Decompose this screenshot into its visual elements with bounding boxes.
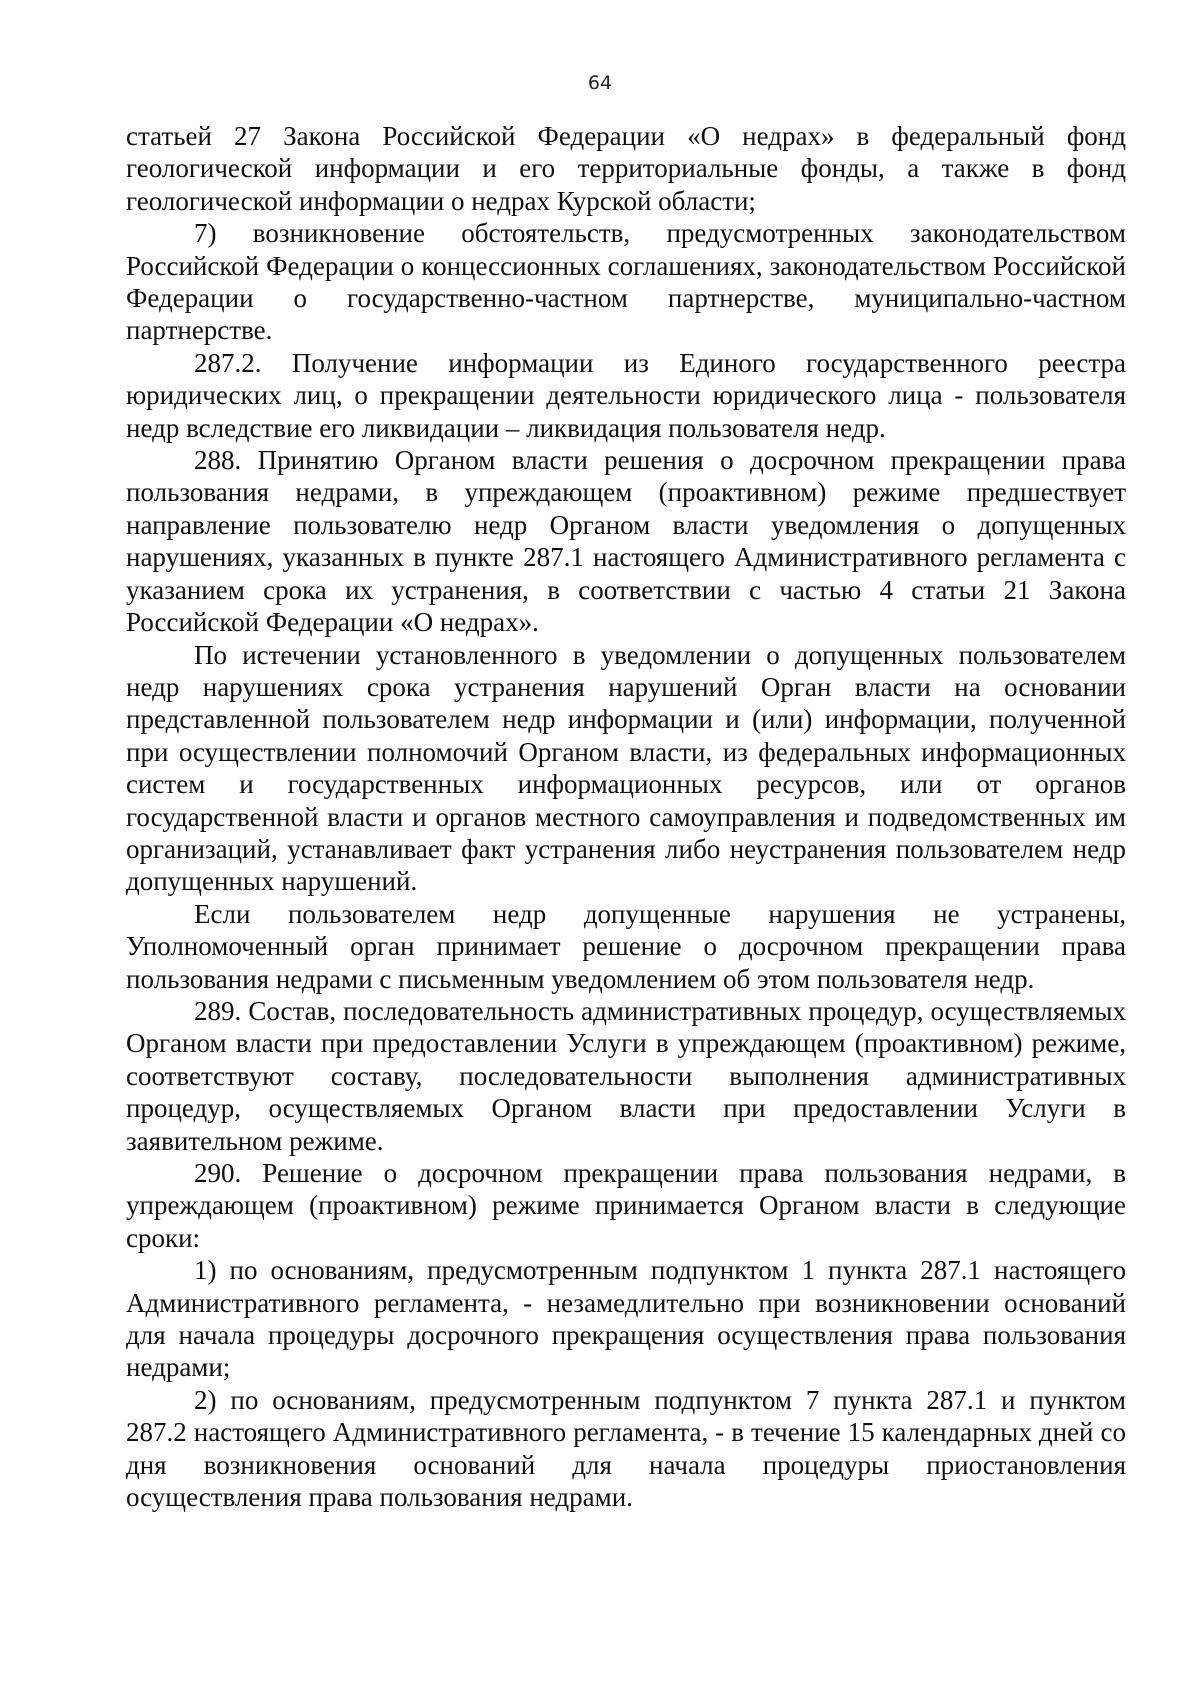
paragraph-deadline-expiry: По истечении установленного в уведомлении о допущенных пользователем недр нарушениях срока устранения нарушений Орган власти на основании представленной пользователем недр информации и (или) информации, полученной при осуществлении полномочий Органом власти, из федеральных информационных систем и государственных информационных ресурсов, или от органов государственной власти и органов местного самоуправления и подведомственных им организаций, устанавливает факт устранения либо неустранения пользователем недр допущенных нарушений. [126, 639, 1126, 897]
paragraph-290-item-2: 2) по основаниям, предусмотренным подпунктом 7 пункта 287.1 и пунктом 287.2 настоящего Административного регламента, - в течение 15 календарных дней со дня возникновения оснований для начала процедуры приостановления осуществления права пользования недрами. [126, 1384, 1126, 1513]
paragraph-287-2: 287.2. Получение информации из Единого государственного реестра юридических лиц, о прекращении деятельности юридического лица - пользователя недр вследствие его ликвидации – ликвидация пользователя недр. [126, 347, 1126, 443]
page-number: 64 [587, 72, 613, 94]
paragraph-289: 289. Состав, последовательность административных процедур, осуществляемых Органом власти при предоставлении Услуги в упреждающем (проактивном) режиме, соответствуют составу, последовательности выполнения административных процедур, осуществляемых Органом власти при предоставлении Услуги в заявительном режиме. [126, 995, 1126, 1156]
paragraph-violations-not-fixed: Если пользователем недр допущенные нарушения не устранены, Уполномоченный орган принимает решение о досрочном прекращении права пользования недрами с письменным уведомлением об этом пользователя недр. [126, 898, 1126, 994]
document-body [126, 120, 1126, 1513]
paragraph-continuation: статьей 27 Закона Российской Федерации «О недрах» в федеральный фонд геологической информации и его территориальные фонды, а также в фонд геологической информации о недрах Курской области; [126, 121, 1126, 216]
paragraph-290: 290. Решение о досрочном прекращении права пользования недрами, в упреждающем (проактивном) режиме принимается Органом власти в следующие сроки: [126, 1158, 1126, 1253]
paragraph-290-item-1: 1) по основаниям, предусмотренным подпунктом 1 пункта 287.1 настоящего Административного регламента, - незамедлительно при возникновении оснований для начала процедуры досрочного прекращения осуществления права пользования недрами; [126, 1255, 1126, 1383]
paragraph-item-7: 7) возникновение обстоятельств, предусмотренных законодательством Российской Федерации о концессионных соглашениях, законодательством Российской Федерации о государственно-частном партнерстве, муниципально-частном партнерстве. [126, 218, 1126, 346]
paragraph-288: 288. Принятию Органом власти решения о досрочном прекращении права пользования недрами, в упреждающем (проактивном) режиме предшествует направление пользователю недр Органом власти уведомления о допущенных нарушениях, указанных в пункте 287.1 настоящего Административного регламента с указанием срока их устранения, в соответствии с частью 4 статьи 21 Закона Российской Федерации «О недрах». [126, 445, 1126, 638]
